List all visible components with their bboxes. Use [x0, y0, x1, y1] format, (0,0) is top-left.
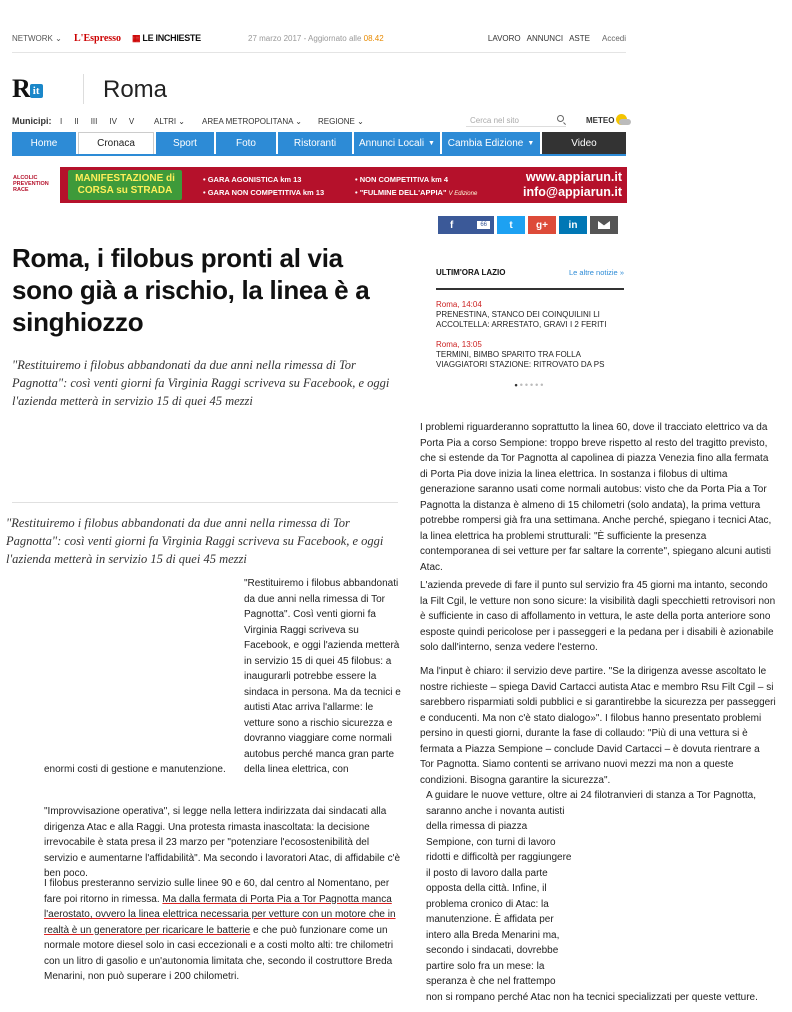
- banner-col-a: [203, 173, 324, 199]
- nav-label: Video: [571, 137, 597, 149]
- article-paragraph: "Restituiremo i filobus abbandonati da due anni nella rimessa di Tor Pagnotta". Così venti giorni fa Virginia Raggi scriveva su Facebook, e oggi l'azienda metterà in servizio 15 di quei 45 filobus: a inaugurarli potrebbe essere la sindaca in persona. Ma da tecnici e autisti Atac arriva l'allarme: le vetture sono a rischio sicurezza e dovranno viaggiare come normali autobus perché manca gran parte della linea elettrica, con: [244, 578, 401, 775]
- link-lavoro[interactable]: LAVORO: [487, 34, 521, 43]
- article-paragraph: L'azienda prevede di fare il punto sul servizio fra 45 giorni ma intanto, secondo la Filt Cgil, le vetture non sono sicure: la visibilità dagli specchietti retrovisori non è sufficiente in caso di affollamento in vettura, le aste della porta anteriore sono esposte quindi pericolose per i passeggeri e la pedana per i disabili è azionabile solo dall'interno, senza vedere l'esterno.: [420, 580, 776, 653]
- regione-dropdown[interactable]: REGIONE ⌄: [318, 117, 364, 126]
- top-bar: [12, 30, 626, 48]
- divider: [83, 74, 84, 104]
- facebook-icon: f: [450, 219, 454, 231]
- news-title: PRENESTINA, STANCO DEI COINQUILINI LI ACCOLTELLA: ARRESTATO, GRAVI I 2 FERITI: [436, 310, 607, 329]
- text-run: non si rompano perché Atac non ha tecnici specializzati per queste vetture.: [426, 991, 758, 1003]
- link-aste[interactable]: ASTE: [569, 34, 590, 43]
- espresso-logo[interactable]: L'Espresso: [74, 33, 122, 44]
- facebook-share-button[interactable]: [438, 216, 494, 234]
- article-paragraph: enormi costi di gestione e manutenzione.: [44, 764, 226, 775]
- article-paragraph: Ma l'input è chiaro: il servizio deve partire. "Se la dirigenza avesse ascoltato le nostre richieste – spiega David Cartacci autista Atac e membro Rsu Filt Cgil – si sarebbero risparmiati soldi pubblici e si garantirebbe la sicurezza per passeggeri e conducenti. Ma non c'è stato dialogo»". I filobus hanno presentato problemi persino in questi giorni, durante la fase di collaudo: "Più di una vettura si è fermata a Piazza Sempione – conclude David Cartacci – è dovuta rientrare a Tor Pagnotta. Siamo contenti se arrivano nuovi mezzi ma non a queste condizioni. Bisogna garantire la sicurezza".: [420, 666, 776, 786]
- share-count: 66: [477, 221, 490, 229]
- nav-label: Ristoranti: [293, 137, 337, 149]
- update-time: 08.42: [363, 34, 384, 43]
- divider: [12, 502, 398, 503]
- banner-alcolic: ALCOLIC PREVENTION RACE: [10, 167, 60, 203]
- banner-line: • "FULMINE DELL'APPIA": [355, 188, 447, 197]
- banner-line: • GARA AGONISTICA km 13: [203, 175, 302, 184]
- municipio-link[interactable]: III: [90, 117, 98, 126]
- carousel-dots[interactable]: ••••••: [514, 380, 546, 390]
- news-item[interactable]: [436, 300, 624, 330]
- article-headline: Roma, i filobus pronti al via sono già a rischio, la linea è a singhiozzo: [12, 243, 370, 337]
- date-text: 27 marzo 2017 - Aggiornato alle: [248, 34, 364, 43]
- banner-title: MANIFESTAZIONE di CORSA su STRADA: [68, 170, 182, 200]
- nav-label: Cambia Edizione: [447, 137, 524, 149]
- text-run: della rimessa di piazza Sempione, con turni di lavoro ridotti e difficoltà per raggiungere il posto di lavoro dalla parte opposta della città. Infine, il problema cronico di Atac: la manutenzione. È affidata per intero alla Breda Menarini ma, secondo i sindacati, dovrebbe partire solo fra un mese: la speranza è che nel frattempo: [426, 821, 572, 987]
- highlighted-text: Ma dalla fermata di Porta Pia a Tor Pagnotta manca l'aerostato, ovvero la linea elettrica necessaria per vetture con un motore che in realtà è un generatore per ricaricare le batterie: [44, 893, 396, 936]
- municipi-bar: [12, 114, 626, 128]
- logo-it: it: [30, 84, 43, 98]
- nav-label: Foto: [235, 137, 256, 149]
- banner-url: www.appiarun.it: [525, 170, 622, 184]
- article-paragraph: [426, 788, 776, 1005]
- news-time: Roma, 14:04: [436, 300, 482, 309]
- nav-label: Sport: [173, 137, 197, 149]
- twitter-share-button[interactable]: [497, 216, 525, 234]
- chevron-down-icon: ▼: [428, 139, 435, 147]
- nav-underline: [12, 154, 626, 156]
- gplus-share-button[interactable]: [528, 216, 556, 234]
- search-input[interactable]: [466, 114, 566, 127]
- ultimora-header: [436, 268, 624, 282]
- text-run: e che può funzionare come un normale motore diesel solo in casi eccezionali e a costi molto alti: tre chilometri con un litro di gasolio e un'autonomia limitata che, secondo il costruttore Breda Menarini, non può superare i 200 chilometri.: [44, 924, 394, 982]
- search-icon[interactable]: [557, 115, 564, 122]
- main-nav: [12, 132, 626, 154]
- altri-dropdown[interactable]: ALTRI ⌄: [154, 117, 186, 126]
- article-lead-repeat: "Restituiremo i filobus abbandonati da due anni nella rimessa di Tor Pagnotta": così venti giorni fa Virginia Raggi scriveva su Facebook, e oggi l'azienda metterà in servizio 15 di quei 45 mezzi: [6, 516, 384, 566]
- municipio-link[interactable]: II: [74, 117, 79, 126]
- linkedin-share-button[interactable]: [559, 216, 587, 234]
- divider: [12, 52, 626, 53]
- article-paragraph: [44, 876, 404, 985]
- login-link[interactable]: Accedi: [601, 34, 626, 43]
- article-lead: "Restituiremo i filobus abbandonati da due anni nella rimessa di Tor Pagnotta": così venti giorni fa Virginia Raggi scriveva su Facebook, e oggi l'azienda metterà in servizio 15 di quei 45 mezzi: [12, 358, 390, 408]
- twitter-icon: t: [509, 219, 513, 231]
- divider: [436, 288, 624, 290]
- nav-label: Annunci Locali: [359, 137, 425, 149]
- nav-video[interactable]: [542, 132, 626, 154]
- logo-r: R: [12, 74, 29, 103]
- nav-ristoranti[interactable]: [278, 132, 352, 154]
- nav-cambia-edizione[interactable]: [442, 132, 540, 154]
- banner-line: • NON COMPETITIVA km 4: [355, 175, 449, 184]
- banner-email: info@appiarun.it: [523, 185, 622, 199]
- banner-line: • GARA NON COMPETITIVA km 13: [203, 188, 325, 197]
- nav-foto[interactable]: [216, 132, 276, 154]
- banner-site: [510, 170, 622, 200]
- ultimora-box: [436, 268, 624, 390]
- social-share: [438, 216, 618, 234]
- repubblica-logo[interactable]: [12, 74, 62, 104]
- banner-edition: V Edizione: [448, 191, 478, 197]
- date-updated: [248, 34, 384, 43]
- email-icon[interactable]: [590, 216, 618, 234]
- news-title: TERMINI, BIMBO SPARITO TRA FOLLA VIAGGIATORI STAZIONE: RITROVATO DA PS: [436, 350, 605, 369]
- news-time: Roma, 13:05: [436, 340, 482, 349]
- nav-label: Home: [30, 137, 58, 149]
- inchieste-logo[interactable]: ▦ LE INCHIESTE: [132, 33, 201, 43]
- more-news-link[interactable]: Le altre notizie »: [568, 268, 624, 277]
- news-item[interactable]: [436, 340, 624, 370]
- gplus-icon: g+: [536, 219, 548, 231]
- linkedin-icon: in: [568, 219, 578, 231]
- municipi-list: [60, 117, 134, 126]
- municipio-link[interactable]: I: [60, 117, 63, 126]
- municipio-link[interactable]: IV: [109, 117, 117, 126]
- nav-sport[interactable]: [156, 132, 214, 154]
- search-placeholder: Cerca nel sito: [470, 116, 519, 125]
- nav-label: Cronaca: [97, 138, 135, 149]
- chevron-down-icon: ▼: [527, 139, 535, 147]
- network-menu[interactable]: NETWORK ⌄: [12, 34, 62, 43]
- municipi-label: Municipi:: [12, 116, 52, 126]
- top-links: [488, 34, 626, 43]
- nav-home[interactable]: [12, 132, 76, 154]
- inchieste-logo-text: LE INCHIESTE: [142, 33, 201, 43]
- nav-annunci-locali[interactable]: [354, 132, 440, 154]
- weather-icon[interactable]: [616, 114, 627, 125]
- text-run: A guidare le nuove vetture, oltre ai 24 filotranvieri di stanza a Tor Pagnotta, saranno anche i novanta autisti: [426, 790, 757, 817]
- ad-banner[interactable]: [10, 167, 627, 203]
- text-run: I filobus presteranno servizio sulle linee 90 e 60, dal centro al Nomentano, per fare poi ritorno in rimessa.: [44, 878, 390, 905]
- article-paragraph: I problemi riguarderanno soprattutto la linea 60, dove il tracciato elettrico va da Porta Pia a corso Sempione: troppo breve rispetto al resto del tragitto previsto, che si estende da Tor Pagnotta al capolinea di piazza Venezia fino alla fermata di Porta Pia dove inizia la linea elettrica. In sostanza i filobus di ultima generazione saranno usati come normali autobus: visto che da Porta Pia a Tor Pagnotta la distanza è almeno di 15 chilometri (solo andata), la prima vettura potrebbe rompersi già fra una settimana. Anche perché, spiegano i tecnici Atac, la linea elettrica ha problemi strutturali: "È sufficiente la presenza contemporanea di sei vetture per far saltare la corrente", spiegano alcuni autisti Atac.: [420, 422, 772, 573]
- nav-cronaca[interactable]: [78, 132, 154, 154]
- banner-col-b: [355, 173, 477, 201]
- municipio-link[interactable]: V: [128, 117, 135, 126]
- link-annunci[interactable]: ANNUNCI: [526, 34, 564, 43]
- article-paragraph: "Improvvisazione operativa", si legge nella lettera indirizzata dai sindacati alla dirigenza Atac e alla Raggi. Una protesta rimasta inascoltata: la decisione irrevocabile è stata presa il 23 marzo per "potenziare l'ecosostenibilità del servizio e aumentarne l'affidabilità". Ma secondo i lavoratori Atac, di affidabile c'è ben poco.: [44, 806, 401, 879]
- edition-title: Roma: [103, 76, 168, 103]
- area-metropolitana-dropdown[interactable]: AREA METROPOLITANA ⌄: [202, 117, 302, 126]
- meteo-link[interactable]: METEO: [586, 116, 615, 125]
- ultimora-title: ULTIM'ORA LAZIO: [436, 268, 506, 277]
